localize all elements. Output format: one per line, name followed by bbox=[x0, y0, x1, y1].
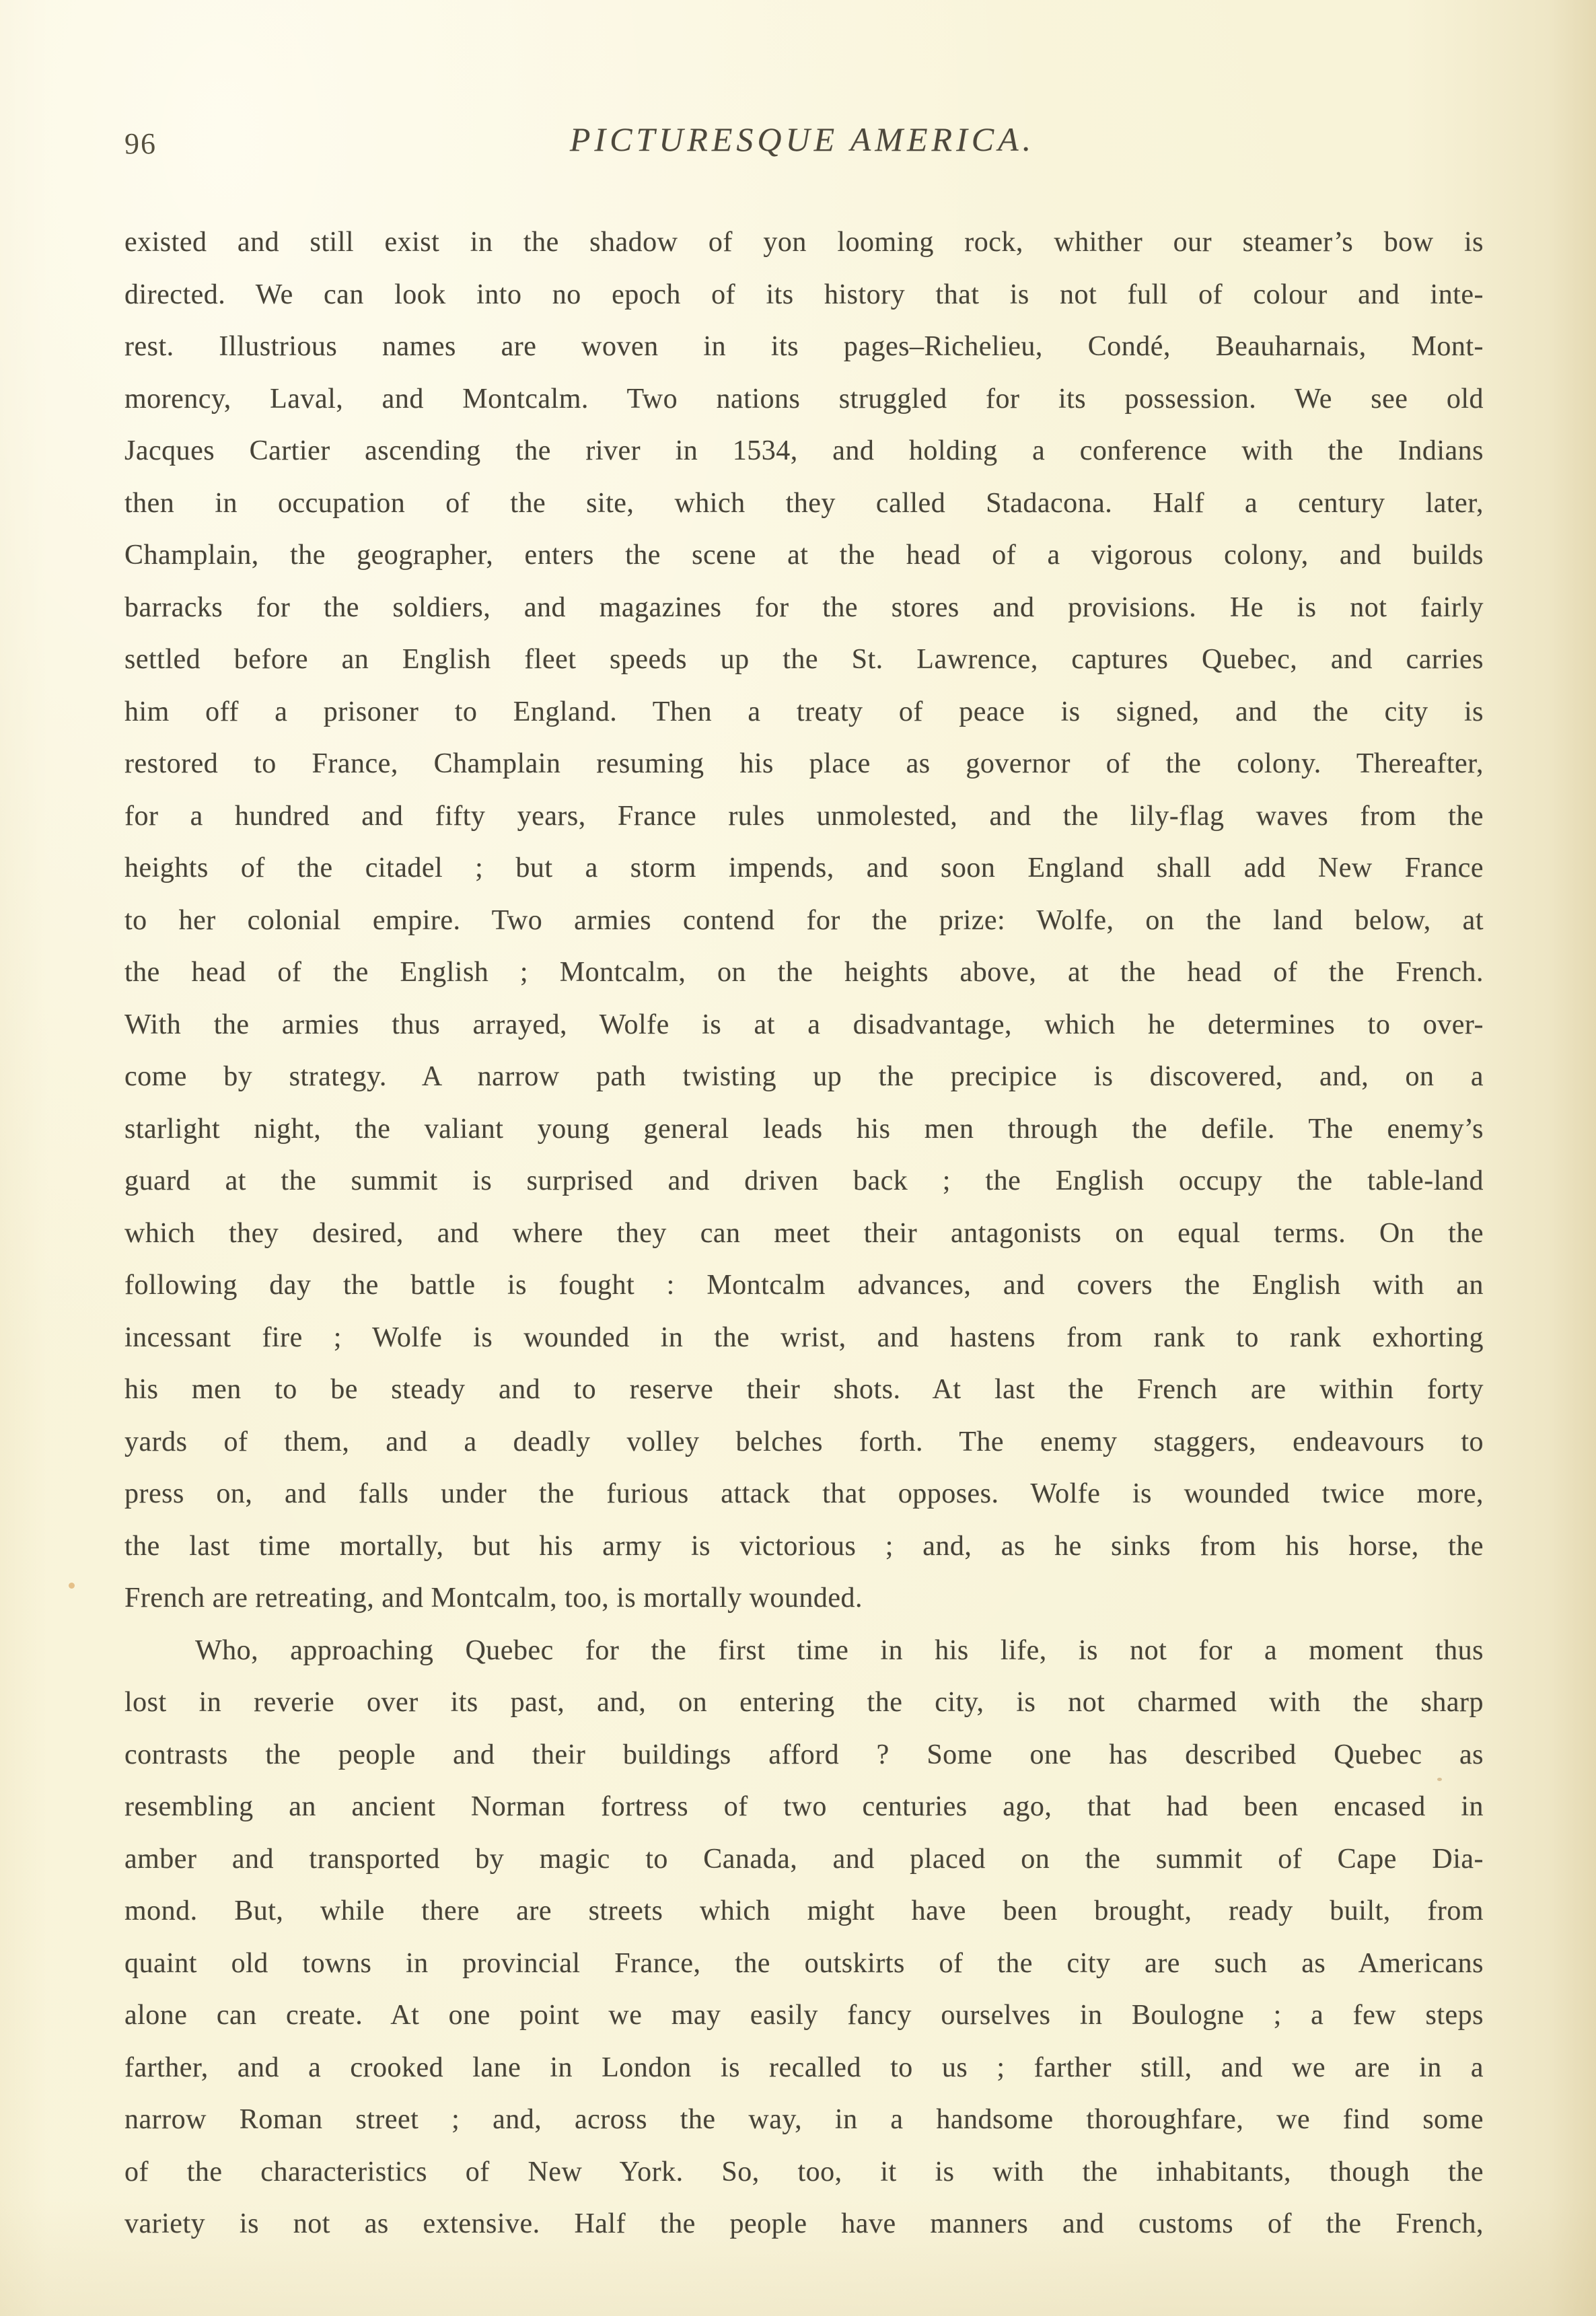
text-line: heights of the citadel ; but a storm impends, and soon England shall add New France bbox=[124, 853, 1484, 883]
text-line: yards of them, and a deadly volley belches forth. The enemy staggers, endeavours to bbox=[124, 1426, 1484, 1457]
text-line: barracks for the soldiers, and magazines for the stores and provisions. He is not fairly bbox=[124, 591, 1484, 623]
text-line: of the characteristics of New York. So, too, it is with the inhabitants, though the bbox=[124, 2156, 1484, 2187]
text-line: narrow Roman street ; and, across the way, in a handsome thoroughfare, we find some bbox=[124, 2104, 1484, 2135]
text-line: existed and still exist in the shadow of yon looming rock, whither our steamer’s bow is bbox=[124, 227, 1484, 258]
text-line: quaint old towns in provincial France, the outskirts of the city are such as Americans bbox=[124, 1947, 1484, 1979]
text-line: mond. But, while there are streets which might have been brought, ready built, from bbox=[124, 1895, 1484, 1926]
text-line: his men to be steady and to reserve their shots. At last the French are within forty bbox=[124, 1374, 1484, 1405]
text-line: morency, Laval, and Montcalm. Two nations struggled for its possession. We see old bbox=[124, 383, 1484, 414]
text-line: rest. Illustrious names are woven in its pages–Richelieu, Condé, Beauharnais, Mont- bbox=[124, 331, 1484, 362]
text-line: contrasts the people and their buildings afford ? Some one has described Quebec as bbox=[124, 1739, 1484, 1770]
page-number: 96 bbox=[124, 127, 157, 160]
text-line: amber and transported by magic to Canada, and placed on the summit of Cape Dia- bbox=[124, 1843, 1484, 1875]
text-line: With the armies thus arrayed, Wolfe is at a disadvantage, which he determines to over- bbox=[124, 1009, 1484, 1040]
text-line: alone can create. At one point we may easily fancy ourselves in Boulogne ; a few steps bbox=[124, 2000, 1484, 2031]
paper-speck bbox=[1437, 1778, 1442, 1781]
text-line: for a hundred and fifty years, France rules unmolested, and the lily-flag waves from the bbox=[124, 800, 1484, 832]
paper-speck bbox=[69, 1583, 75, 1589]
text-line: incessant fire ; Wolfe is wounded in the wrist, and hastens from rank to rank exhorting bbox=[124, 1322, 1484, 1353]
body-text bbox=[124, 217, 1484, 2251]
text-line: resembling an ancient Norman fortress of two centuries ago, that had been encased in bbox=[124, 1791, 1484, 1822]
text-line: him off a prisoner to England. Then a treaty of peace is signed, and the city is bbox=[124, 696, 1484, 727]
text-line: French are retreating, and Montcalm, too, is mortally wounded. bbox=[124, 1583, 863, 1614]
text-line: variety is not as extensive. Half the people have manners and customs of the French, bbox=[124, 2208, 1484, 2239]
text-line: the head of the English ; Montcalm, on the heights above, at the head of the French. bbox=[124, 957, 1484, 988]
text-line: Who, approaching Quebec for the first time in his life, is not for a moment thus bbox=[195, 1634, 1484, 1666]
paragraph bbox=[124, 217, 1484, 1625]
text-line: come by strategy. A narrow path twisting up the precipice is discovered, and, on a bbox=[124, 1061, 1484, 1092]
text-line: Jacques Cartier ascending the river in 1534, and holding a conference with the Indians bbox=[124, 435, 1484, 466]
text-line: directed. We can look into no epoch of its history that is not full of colour and inte- bbox=[124, 279, 1484, 310]
text-line: following day the battle is fought : Montcalm advances, and covers the English with an bbox=[124, 1270, 1484, 1301]
text-line: lost in reverie over its past, and, on entering the city, is not charmed with the sharp bbox=[124, 1687, 1484, 1718]
running-title: PICTURESQUE AMERICA. bbox=[569, 120, 1036, 158]
paragraph bbox=[124, 1625, 1484, 2251]
text-line: starlight night, the valiant young general leads his men through the defile. The enemy’s bbox=[124, 1113, 1484, 1145]
text-line: which they desired, and where they can meet their antagonists on equal terms. On the bbox=[124, 1217, 1484, 1249]
text-line: then in occupation of the site, which they called Stadacona. Half a century later, bbox=[124, 487, 1484, 519]
text-line: the last time mortally, but his army is victorious ; and, as he sinks from his horse, the bbox=[124, 1530, 1484, 1562]
text-line: press on, and falls under the furious attack that opposes. Wolfe is wounded twice more, bbox=[124, 1478, 1484, 1509]
text-line: farther, and a crooked lane in London is recalled to us ; farther still, and we are in a bbox=[124, 2052, 1484, 2083]
text-line: guard at the summit is surprised and driven back ; the English occupy the table-land bbox=[124, 1165, 1484, 1196]
text-line: settled before an English fleet speeds up the St. Lawrence, captures Quebec, and carries bbox=[124, 644, 1484, 675]
text-line: restored to France, Champlain resuming his place as governor of the colony. Thereafter, bbox=[124, 748, 1484, 779]
page-header bbox=[124, 120, 1480, 167]
text-line: to her colonial empire. Two armies contend for the prize: Wolfe, on the land below, at bbox=[124, 904, 1484, 936]
text-line: Champlain, the geographer, enters the scene at the head of a vigorous colony, and builds bbox=[124, 540, 1484, 571]
